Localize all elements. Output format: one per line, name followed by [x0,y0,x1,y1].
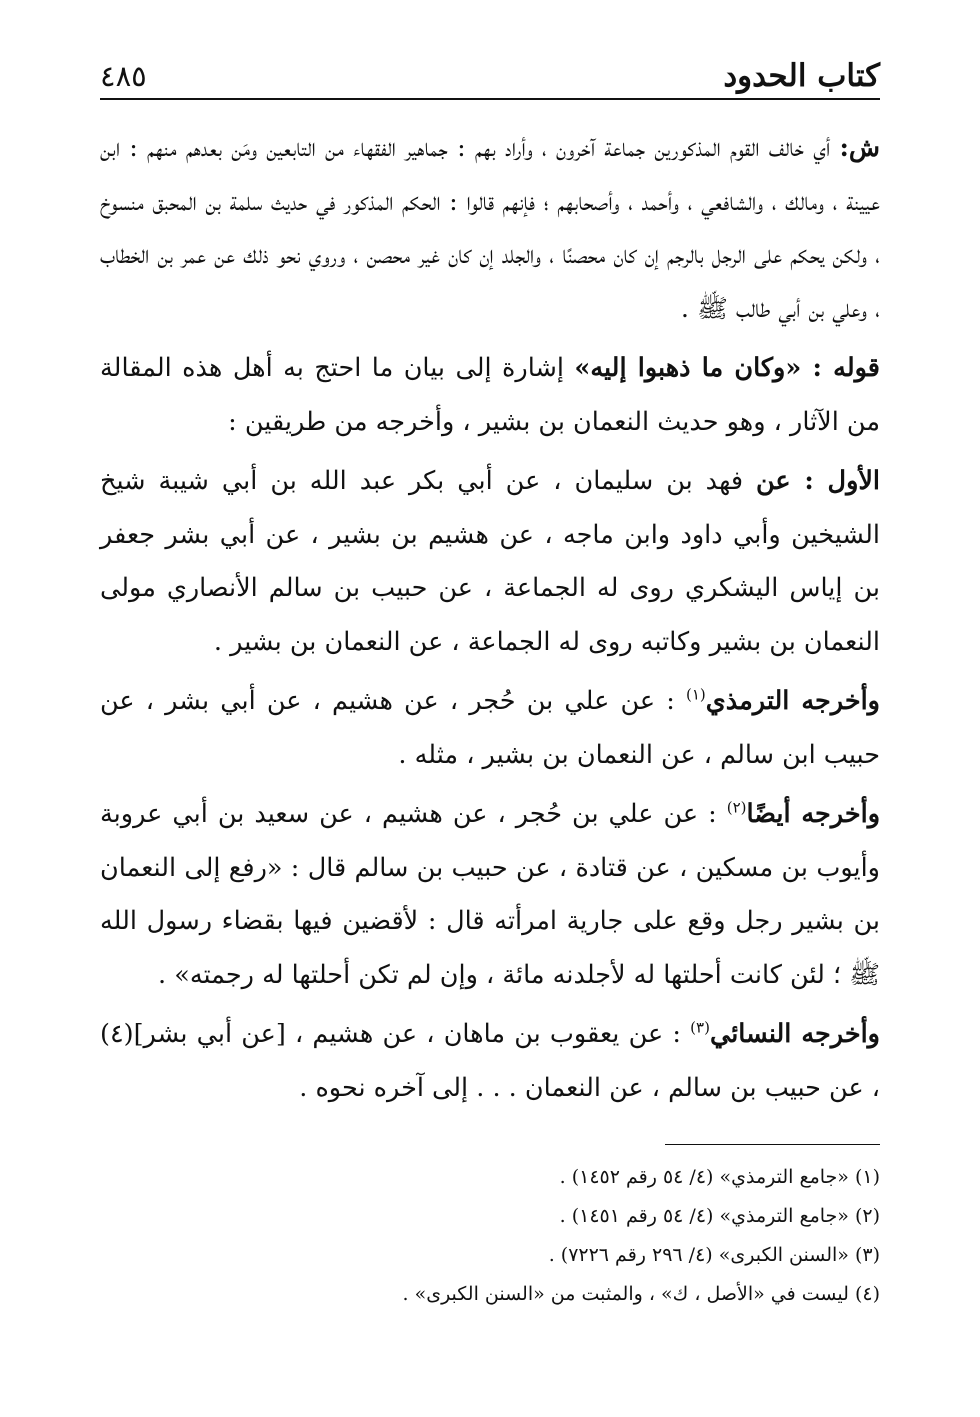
paragraph-lead: وأخرجه الترمذي [705,686,880,716]
paragraph-text: إشارة إلى بيان ما احتج به أهل هذه المقالة من الآثار ، وهو حديث النعمان بن بشير ، وأخرجه من طريقين : [100,353,880,437]
paragraph-sharh [100,122,880,336]
footnote-divider [665,1144,880,1145]
running-header [100,52,880,100]
paragraph-nasai [100,1008,880,1115]
footnotes [100,1158,880,1314]
paragraph-text: أي خالف القوم المذكورين جماعة آخرون ، وأراد بهم : جماهير الفقهاء من التابعين ومَن بعدهم منهم : ابن عيينة ، ومالك ، والشافعي ، وأحمد ، وأصحابهم ؛ فإنهم قالوا : الحكم المذكور في حديث سلمة بن المحبق منسوخ ، ولكن يحكم على الرجل بالرجم إن كان محصنًا ، والجلد إن كان غير محصن ، وروي نحو ذلك عن عمر بن الخطاب ، وعلي بن أبي طالب ﷺ . [100,133,880,324]
paragraph-text: : عن علي بن حُجر ، عن هشيم ، عن أبي بشر ، عن حبيب ابن سالم ، عن النعمان بن بشير ، مثله . [100,686,880,770]
paragraph-text: فهد بن سليمان ، عن أبي بكر عبد الله بن أبي شيبة شيخ الشيخين وأبي داود وابن ماجه ، عن هشيم بن بشير ، عن أبي بشر جعفر بن إياس اليشكري روى له الجماعة ، عن حبيب بن سالم الأنصاري مولى النعمان بن بشير وكاتبه روى له الجماعة ، عن النعمان بن بشير . [100,466,880,657]
footnote-ref[interactable]: (٣) [690,1018,710,1037]
footnote-4: (٤) ليست في «الأصل ، ك» ، والمثبت من «السنن الكبرى» . [402,1283,880,1305]
paragraph-lead: الأول : عن [756,466,881,496]
main-text [100,122,880,1121]
paragraph-lead: وأخرجه أيضًا [746,799,881,829]
paragraph-tirmidhi-also [100,788,880,1002]
paragraph-qawluhu [100,342,880,449]
footnote-2: (٢) «جامع الترمذي» (٤/ ٥٤ رقم ١٤٥١) . [559,1205,880,1227]
footnote-ref[interactable]: (٢) [726,798,747,817]
paragraph-text: : عن يعقوب بن ماهان ، عن هشيم ، [عن أبي بشر](٤) ، عن حبيب بن سالم ، عن النعمان . . . إلى آخره نحوه . [100,1019,880,1103]
quoted-phrase: «وكان ما ذهبوا إليه» [574,353,813,383]
paragraph-lead: ش: [839,133,880,163]
page-number: ٤٨٥ [100,59,147,93]
paragraph-tirmidhi [100,675,880,782]
footnote-1: (١) «جامع الترمذي» (٤/ ٥٤ رقم ١٤٥٢) . [559,1166,880,1188]
paragraph-lead: وأخرجه النسائي [709,1019,880,1049]
footnote-ref[interactable]: (١) [685,685,706,704]
chapter-title: كتاب الحدود [723,58,880,94]
paragraph-first-route [100,455,880,669]
paragraph-text: : عن علي بن حُجر ، عن هشيم ، عن سعيد بن أبي عروبة وأيوب بن مسكين ، عن قتادة ، عن حبيب بن سالم قال : «رفع إلى النعمان بن بشير رجل وقع على جارية امرأته قال : لأقضين فيها بقضاء رسول الله ﷺ ؛ لئن كانت أحلتها له لأجلدنه مائة ، وإن لم تكن أحلتها له رجمته» . [100,799,880,990]
paragraph-lead: قوله : [812,353,880,383]
footnote-3: (٣) «السنن الكبرى» (٤/ ٢٩٦ رقم ٧٢٢٦) . [548,1244,880,1266]
